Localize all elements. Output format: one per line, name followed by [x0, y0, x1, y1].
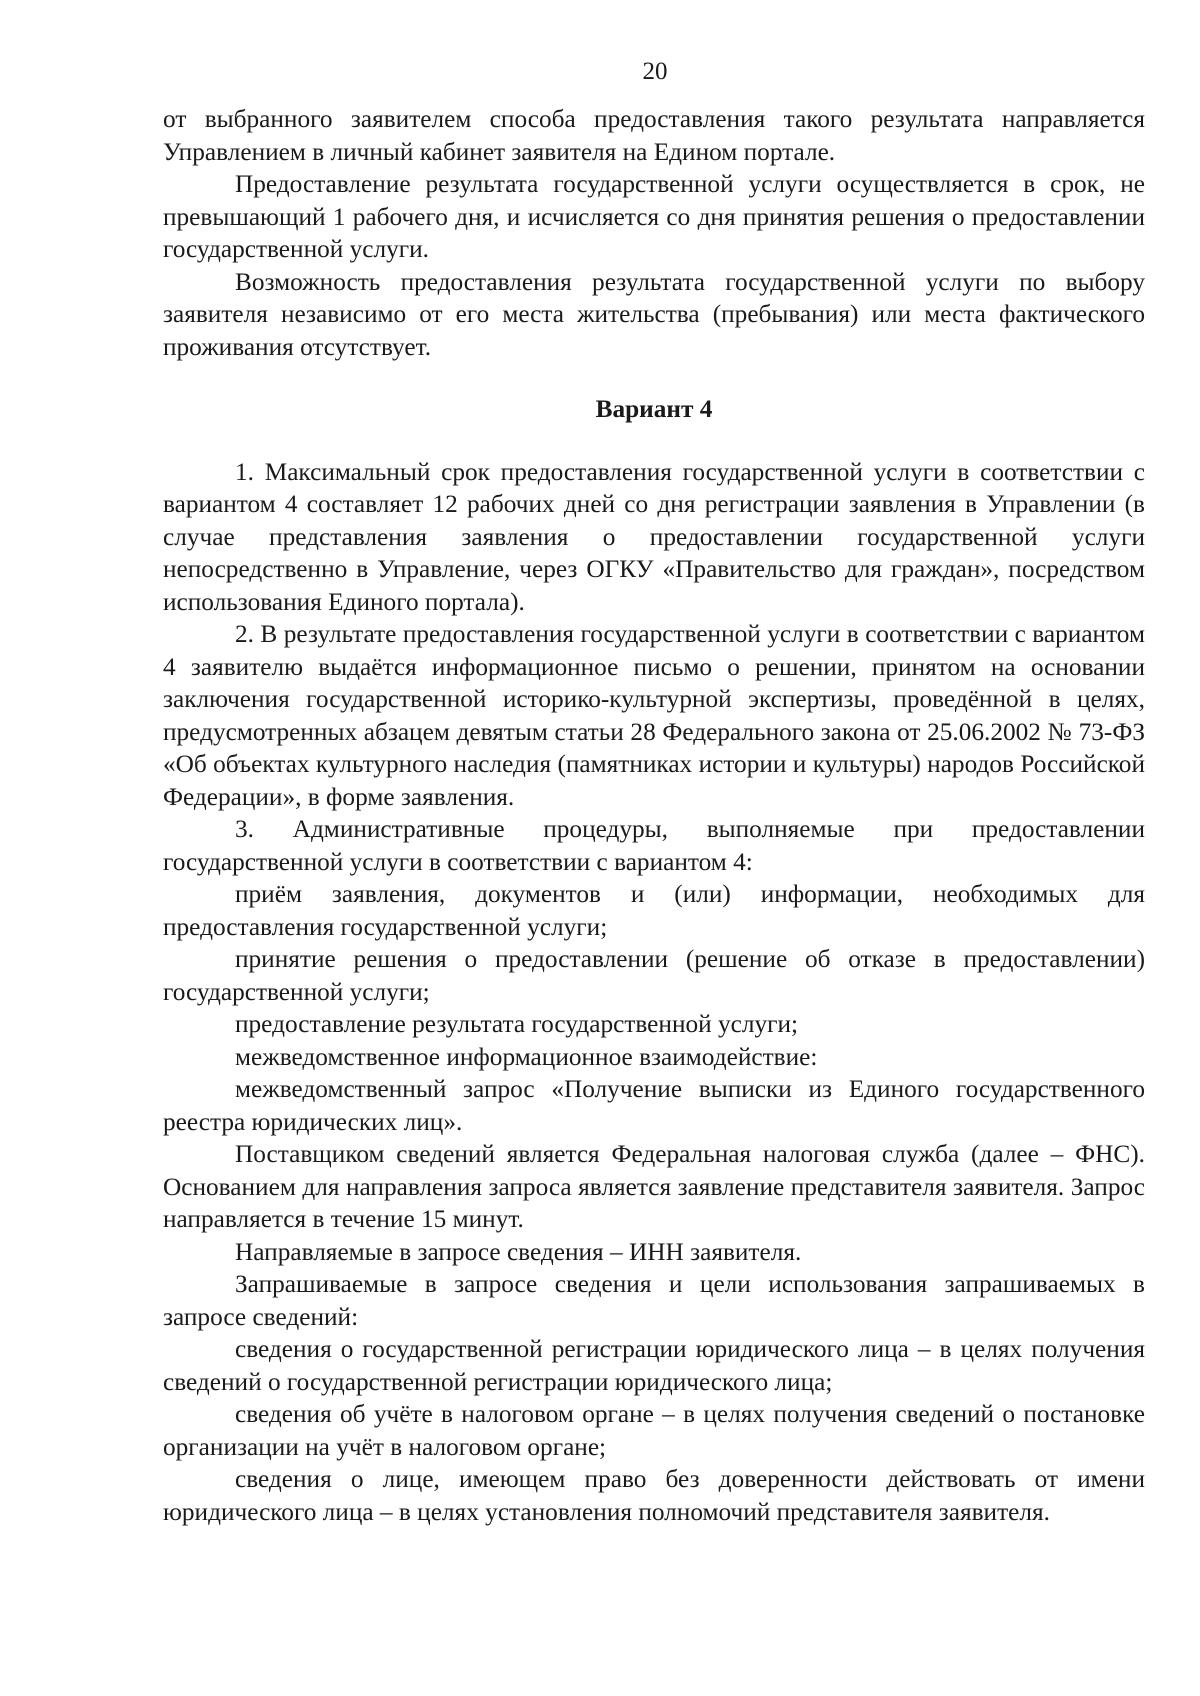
paragraph: 3. Административные процедуры, выполняемые при предоставлении государственной услуги в соответствии с вариантом 4:: [163, 815, 1145, 876]
paragraph: Поставщиком сведений является Федеральная налоговая служба (далее – ФНС). Основанием для направления запроса является заявление представителя заявителя. Запрос направляется в течение 15 минут.: [163, 1140, 1145, 1233]
paragraph: приём заявления, документов и (или) информации, необходимых для предоставления государственной услуги;: [163, 880, 1145, 941]
paragraph: принятие решения о предоставлении (решение об отказе в предоставлении) государственной услуги;: [163, 945, 1145, 1006]
paragraph: Запрашиваемые в запросе сведения и цели использования запрашиваемых в запросе сведений:: [163, 1270, 1145, 1331]
document-body: [163, 103, 1145, 1528]
paragraph: межведомственное информационное взаимодействие:: [235, 1042, 818, 1071]
paragraph: Возможность предоставления результата государственной услуги по выбору заявителя независимо от его места жительства (пребывания) или места фактического проживания отсутствует.: [163, 267, 1145, 361]
paragraph: межведомственный запрос «Получение выписки из Единого государственного реестра юридических лиц».: [163, 1075, 1145, 1136]
paragraph: сведения об учёте в налоговом органе – в целях получения сведений о постановке организации на учёт в налоговом органе;: [163, 1400, 1145, 1461]
paragraph: предоставление результата государственной услуги;: [235, 1010, 799, 1038]
paragraph: 1. Максимальный срок предоставления государственной услуги в соответствии с вариантом 4 составляет 12 рабочих дней со дня регистрации заявления в Управлении (в случае представления заявления о предоставлении государственной услуги непосредственно в Управление, через ОГКУ «Правительство для граждан», посредством использования Единого портала).: [163, 457, 1145, 616]
paragraph: Предоставление результата государственной услуги осуществляется в срок, не превышающий 1 рабочего дня, и исчисляется со дня принятия решения о предоставлении государственной услуги.: [163, 170, 1145, 263]
paragraph: от выбранного заявителем способа предоставления такого результата направляется Управлением в личный кабинет заявителя на Едином портале.: [163, 105, 1145, 166]
paragraph: сведения о лице, имеющем право без доверенности действовать от имени юридического лица – в целях установления полномочий представителя заявителя.: [163, 1465, 1145, 1526]
section-heading: Вариант 4: [595, 395, 713, 423]
paragraph: сведения о государственной регистрации юридического лица – в целях получения сведений о государственной регистрации юридического лица;: [163, 1335, 1145, 1396]
page-number: 20: [642, 58, 668, 85]
paragraph: 2. В результате предоставления государственной услуги в соответствии с вариантом 4 заявителю выдаётся информационное письмо о решении, принятом на основании заключения государственной историко-культурной экспертизы, проведённой в целях, предусмотренных абзацем девятым статьи 28 Федерального закона от 25.06.2002 № 73-ФЗ «Об объектах культурного наследия (памятниках истории и культуры) народов Российской Федерации», в форме заявления.: [163, 620, 1145, 811]
paragraph: Направляемые в запросе сведения – ИНН заявителя.: [235, 1237, 802, 1266]
